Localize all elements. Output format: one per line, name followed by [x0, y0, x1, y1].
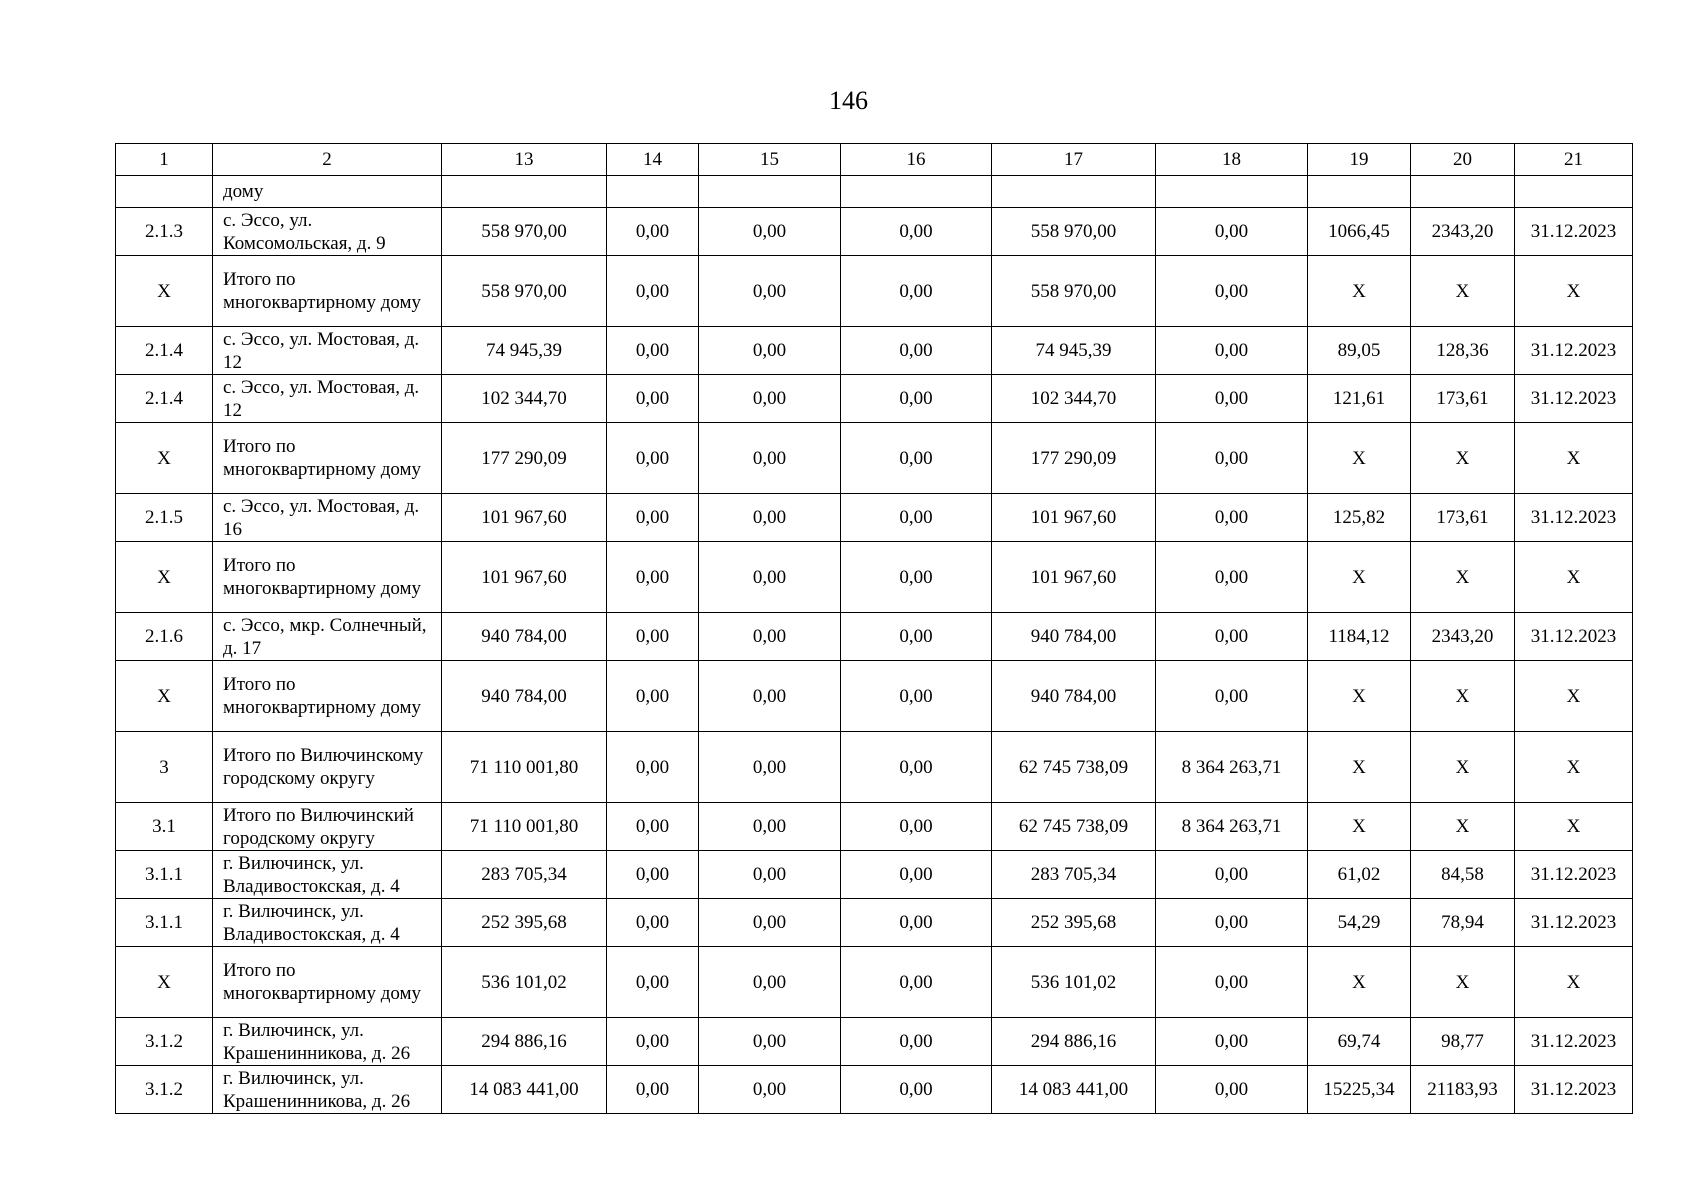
cell-col-15: 0,00 [699, 375, 841, 423]
cell-col-19: 54,29 [1308, 899, 1411, 947]
cell-address: Итого по многоквартирному дому [213, 423, 442, 494]
cell-col-14: 0,00 [607, 327, 699, 375]
cell-col-21: X [1515, 661, 1633, 732]
cell-col-17: 62 745 738,09 [992, 732, 1156, 803]
cell-col-19: 1184,12 [1308, 613, 1411, 661]
cell-col-17: 283 705,34 [992, 851, 1156, 899]
cell-col-13: 283 705,34 [442, 851, 607, 899]
cell-col-21: X [1515, 256, 1633, 327]
cell-row-number: 2.1.4 [116, 327, 213, 375]
header-row [116, 144, 1633, 176]
cell-col-21: X [1515, 732, 1633, 803]
cell-col-19: X [1308, 732, 1411, 803]
cell-col-13: 74 945,39 [442, 327, 607, 375]
cell-col-16: 0,00 [841, 851, 992, 899]
cell-row-number: X [116, 256, 213, 327]
cell-col-16: 0,00 [841, 542, 992, 613]
cell-col-17 [992, 176, 1156, 208]
cell-col-15: 0,00 [699, 542, 841, 613]
cell-col-16: 0,00 [841, 1066, 992, 1114]
cell-col-18: 0,00 [1156, 256, 1308, 327]
cell-col-14: 0,00 [607, 947, 699, 1018]
cell-col-21: 31.12.2023 [1515, 327, 1633, 375]
cell-col-19: 89,05 [1308, 327, 1411, 375]
cell-address: Итого по многоквартирному дому [213, 542, 442, 613]
cell-col-20: X [1411, 661, 1515, 732]
cell-col-15: 0,00 [699, 661, 841, 732]
cell-address: г. Вилючинск, ул. Владивостокская, д. 4 [213, 851, 442, 899]
cell-col-17: 940 784,00 [992, 613, 1156, 661]
table-row [116, 256, 1633, 327]
cell-row-number: 2.1.5 [116, 494, 213, 542]
cell-address: г. Вилючинск, ул. Крашенинникова, д. 26 [213, 1018, 442, 1066]
cell-col-19 [1308, 176, 1411, 208]
cell-col-19: X [1308, 803, 1411, 851]
column-header-11: 21 [1515, 144, 1633, 176]
cell-col-16: 0,00 [841, 803, 992, 851]
cell-col-15: 0,00 [699, 803, 841, 851]
cell-col-17: 558 970,00 [992, 208, 1156, 256]
cell-col-18: 0,00 [1156, 494, 1308, 542]
cell-col-19: 1066,45 [1308, 208, 1411, 256]
table-body [116, 176, 1633, 1114]
cell-col-13: 102 344,70 [442, 375, 607, 423]
cell-col-16: 0,00 [841, 208, 992, 256]
column-header-2: 2 [213, 144, 442, 176]
cell-col-13: 101 967,60 [442, 542, 607, 613]
cell-col-15: 0,00 [699, 1018, 841, 1066]
cell-col-19: 121,61 [1308, 375, 1411, 423]
table-row [116, 208, 1633, 256]
cell-col-20: 128,36 [1411, 327, 1515, 375]
cell-col-17: 294 886,16 [992, 1018, 1156, 1066]
table-row [116, 176, 1633, 208]
cell-row-number: X [116, 947, 213, 1018]
cell-col-18: 0,00 [1156, 208, 1308, 256]
cell-row-number: 3.1.1 [116, 851, 213, 899]
cell-col-20 [1411, 176, 1515, 208]
cell-col-14: 0,00 [607, 1018, 699, 1066]
column-header-3: 13 [442, 144, 607, 176]
cell-col-14: 0,00 [607, 375, 699, 423]
table-row [116, 661, 1633, 732]
column-header-1: 1 [116, 144, 213, 176]
cell-col-15: 0,00 [699, 256, 841, 327]
column-header-6: 16 [841, 144, 992, 176]
cell-col-20: X [1411, 732, 1515, 803]
table-row [116, 732, 1633, 803]
cell-col-17: 14 083 441,00 [992, 1066, 1156, 1114]
table-row [116, 542, 1633, 613]
cell-col-15: 0,00 [699, 613, 841, 661]
cell-col-21: 31.12.2023 [1515, 1066, 1633, 1114]
column-header-10: 20 [1411, 144, 1515, 176]
cell-col-15: 0,00 [699, 899, 841, 947]
cell-row-number: X [116, 542, 213, 613]
cell-col-21: X [1515, 423, 1633, 494]
cell-col-16: 0,00 [841, 613, 992, 661]
cell-row-number: X [116, 423, 213, 494]
cell-col-13: 940 784,00 [442, 661, 607, 732]
cell-col-18: 0,00 [1156, 375, 1308, 423]
cell-col-15: 0,00 [699, 327, 841, 375]
cell-col-20: 78,94 [1411, 899, 1515, 947]
cell-col-14: 0,00 [607, 899, 699, 947]
cell-col-14: 0,00 [607, 542, 699, 613]
cell-col-21: 31.12.2023 [1515, 375, 1633, 423]
cell-address: г. Вилючинск, ул. Владивостокская, д. 4 [213, 899, 442, 947]
cell-col-14: 0,00 [607, 613, 699, 661]
cell-col-14 [607, 176, 699, 208]
cell-col-21: X [1515, 947, 1633, 1018]
cell-col-18: 0,00 [1156, 1066, 1308, 1114]
cell-col-17: 536 101,02 [992, 947, 1156, 1018]
table-row [116, 494, 1633, 542]
cell-col-16: 0,00 [841, 947, 992, 1018]
cell-col-14: 0,00 [607, 494, 699, 542]
cell-col-20: 173,61 [1411, 494, 1515, 542]
cell-row-number: X [116, 661, 213, 732]
cell-col-20: X [1411, 423, 1515, 494]
cell-col-17: 177 290,09 [992, 423, 1156, 494]
table-row [116, 947, 1633, 1018]
cell-row-number: 3 [116, 732, 213, 803]
cell-address: с. Эссо, ул. Мостовая, д. 16 [213, 494, 442, 542]
table-row [116, 851, 1633, 899]
cell-col-13: 940 784,00 [442, 613, 607, 661]
cell-row-number: 3.1.1 [116, 899, 213, 947]
cell-col-19: 61,02 [1308, 851, 1411, 899]
cell-col-21 [1515, 176, 1633, 208]
cell-address: с. Эссо, мкр. Солнечный, д. 17 [213, 613, 442, 661]
cell-col-20: 21183,93 [1411, 1066, 1515, 1114]
cell-row-number [116, 176, 213, 208]
table-row [116, 899, 1633, 947]
cell-col-18: 0,00 [1156, 1018, 1308, 1066]
cell-col-19: X [1308, 423, 1411, 494]
cell-address: с. Эссо, ул. Мостовая, д. 12 [213, 327, 442, 375]
cell-col-19: X [1308, 947, 1411, 1018]
cell-col-20: X [1411, 542, 1515, 613]
column-header-4: 14 [607, 144, 699, 176]
cell-col-21: 31.12.2023 [1515, 208, 1633, 256]
cell-col-14: 0,00 [607, 661, 699, 732]
cell-col-13: 14 083 441,00 [442, 1066, 607, 1114]
cell-address: с. Эссо, ул. Мостовая, д. 12 [213, 375, 442, 423]
cell-col-13: 536 101,02 [442, 947, 607, 1018]
table-row [116, 1018, 1633, 1066]
cell-col-17: 62 745 738,09 [992, 803, 1156, 851]
cell-col-15: 0,00 [699, 494, 841, 542]
cell-col-15: 0,00 [699, 423, 841, 494]
cell-col-18: 0,00 [1156, 661, 1308, 732]
cell-col-15: 0,00 [699, 851, 841, 899]
cell-col-15: 0,00 [699, 947, 841, 1018]
cell-col-19: 69,74 [1308, 1018, 1411, 1066]
cell-col-18: 8 364 263,71 [1156, 803, 1308, 851]
cell-col-16: 0,00 [841, 256, 992, 327]
cell-col-21: 31.12.2023 [1515, 899, 1633, 947]
cell-col-17: 252 395,68 [992, 899, 1156, 947]
cell-col-16: 0,00 [841, 494, 992, 542]
cell-col-21: 31.12.2023 [1515, 494, 1633, 542]
cell-col-16: 0,00 [841, 661, 992, 732]
cell-col-17: 74 945,39 [992, 327, 1156, 375]
cell-col-13: 558 970,00 [442, 208, 607, 256]
column-header-9: 19 [1308, 144, 1411, 176]
cell-col-13: 71 110 001,80 [442, 732, 607, 803]
cell-col-20: 2343,20 [1411, 208, 1515, 256]
cell-col-13: 177 290,09 [442, 423, 607, 494]
cell-col-13 [442, 176, 607, 208]
table-row [116, 613, 1633, 661]
cell-col-21: 31.12.2023 [1515, 613, 1633, 661]
cell-col-14: 0,00 [607, 732, 699, 803]
cell-address: с. Эссо, ул. Комсомольская, д. 9 [213, 208, 442, 256]
cell-col-13: 71 110 001,80 [442, 803, 607, 851]
cell-col-18: 0,00 [1156, 423, 1308, 494]
cell-address: Итого по Вилючинский городскому округу [213, 803, 442, 851]
cell-col-18: 0,00 [1156, 851, 1308, 899]
cell-col-18: 0,00 [1156, 327, 1308, 375]
table-row [116, 1066, 1633, 1114]
table-row [116, 423, 1633, 494]
cell-address: Итого по многоквартирному дому [213, 661, 442, 732]
cell-col-14: 0,00 [607, 208, 699, 256]
cell-row-number: 3.1.2 [116, 1066, 213, 1114]
data-table [115, 143, 1633, 1114]
cell-col-14: 0,00 [607, 851, 699, 899]
cell-col-17: 101 967,60 [992, 542, 1156, 613]
cell-row-number: 3.1.2 [116, 1018, 213, 1066]
cell-col-19: X [1308, 542, 1411, 613]
column-header-5: 15 [699, 144, 841, 176]
cell-col-21: 31.12.2023 [1515, 1018, 1633, 1066]
cell-col-17: 558 970,00 [992, 256, 1156, 327]
cell-col-18: 8 364 263,71 [1156, 732, 1308, 803]
cell-col-20: 2343,20 [1411, 613, 1515, 661]
cell-col-20: X [1411, 803, 1515, 851]
cell-address: г. Вилючинск, ул. Крашенинникова, д. 26 [213, 1066, 442, 1114]
cell-col-18: 0,00 [1156, 542, 1308, 613]
cell-col-17: 102 344,70 [992, 375, 1156, 423]
cell-col-19: 15225,34 [1308, 1066, 1411, 1114]
cell-col-20: X [1411, 256, 1515, 327]
cell-row-number: 2.1.3 [116, 208, 213, 256]
cell-col-19: X [1308, 661, 1411, 732]
cell-col-20: 84,58 [1411, 851, 1515, 899]
cell-address: Итого по многоквартирному дому [213, 256, 442, 327]
column-header-7: 17 [992, 144, 1156, 176]
cell-col-20: 173,61 [1411, 375, 1515, 423]
cell-col-18: 0,00 [1156, 947, 1308, 1018]
cell-col-17: 940 784,00 [992, 661, 1156, 732]
cell-col-20: X [1411, 947, 1515, 1018]
table-row [116, 375, 1633, 423]
cell-address: дому [213, 176, 442, 208]
cell-col-13: 294 886,16 [442, 1018, 607, 1066]
cell-col-16: 0,00 [841, 899, 992, 947]
cell-col-16 [841, 176, 992, 208]
column-header-8: 18 [1156, 144, 1308, 176]
page-number: 146 [829, 86, 868, 115]
cell-row-number: 2.1.6 [116, 613, 213, 661]
cell-address: Итого по Вилючинскому городскому округу [213, 732, 442, 803]
cell-col-19: X [1308, 256, 1411, 327]
cell-row-number: 2.1.4 [116, 375, 213, 423]
cell-col-14: 0,00 [607, 423, 699, 494]
cell-col-16: 0,00 [841, 423, 992, 494]
cell-col-21: X [1515, 803, 1633, 851]
cell-col-15: 0,00 [699, 208, 841, 256]
cell-col-18: 0,00 [1156, 613, 1308, 661]
cell-col-14: 0,00 [607, 803, 699, 851]
cell-col-16: 0,00 [841, 1018, 992, 1066]
cell-col-13: 252 395,68 [442, 899, 607, 947]
cell-col-19: 125,82 [1308, 494, 1411, 542]
cell-col-18: 0,00 [1156, 899, 1308, 947]
table-row [116, 803, 1633, 851]
cell-col-20: 98,77 [1411, 1018, 1515, 1066]
cell-col-14: 0,00 [607, 1066, 699, 1114]
cell-col-21: X [1515, 542, 1633, 613]
cell-address: Итого по многоквартирному дому [213, 947, 442, 1018]
cell-col-16: 0,00 [841, 327, 992, 375]
cell-col-14: 0,00 [607, 256, 699, 327]
cell-col-15: 0,00 [699, 1066, 841, 1114]
cell-row-number: 3.1 [116, 803, 213, 851]
cell-col-13: 101 967,60 [442, 494, 607, 542]
table-row [116, 327, 1633, 375]
cell-col-17: 101 967,60 [992, 494, 1156, 542]
cell-col-13: 558 970,00 [442, 256, 607, 327]
cell-col-18 [1156, 176, 1308, 208]
cell-col-16: 0,00 [841, 375, 992, 423]
cell-col-16: 0,00 [841, 732, 992, 803]
cell-col-15 [699, 176, 841, 208]
cell-col-15: 0,00 [699, 732, 841, 803]
cell-col-21: 31.12.2023 [1515, 851, 1633, 899]
